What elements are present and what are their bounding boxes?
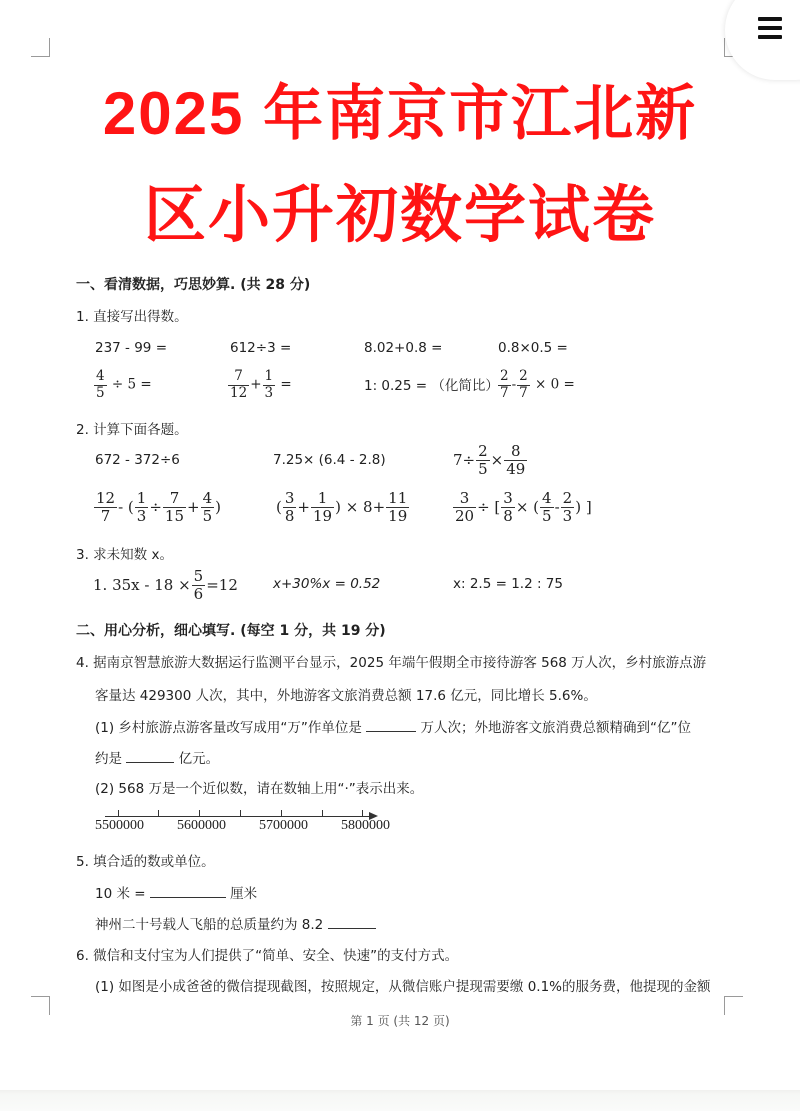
q1-item: 1: 0.25 = （化简比） [364, 378, 499, 394]
q2-item: $\frac{3}{20}$ ÷ [ $\frac{3}{8}$ × ( $\frac{4}{5}$ - $\frac{2}{3}$ ) ] [455, 489, 592, 526]
q1-item: 8.02+0.8 = [364, 340, 443, 356]
q3-item: x: 2.5 = 1.2 : 75 [453, 576, 563, 592]
title-line-2: 区小升初数学试卷 [143, 181, 656, 250]
tick-label: 5600000 [177, 818, 226, 833]
tick [281, 810, 282, 817]
hamburger-menu-icon[interactable] [758, 17, 782, 39]
answer-blank[interactable] [366, 719, 416, 732]
q3-item: x+30%x = 0.52 [273, 576, 381, 592]
section-2-heading: 二、用心分析，细心填写. (每空 1 分，共 19 分) [76, 623, 386, 639]
number-line[interactable] [85, 800, 415, 840]
q3-label: 3. 求未知数 x。 [76, 547, 173, 563]
q2-item: 7÷ $\frac{2}{5}$ × $\frac{8}{49}$ [453, 442, 526, 479]
section-1-heading: 一、看清数据，巧思妙算. (共 28 分) [76, 277, 311, 293]
q2-item: 7.25× (6.4 - 2.8) [273, 452, 386, 468]
answer-blank[interactable] [328, 916, 376, 929]
title-line-1: 2025 年南京市江北新 [102, 80, 698, 147]
tick [322, 810, 323, 817]
q1-item: $\frac{4}{5}$ ÷ 5 = [96, 368, 152, 401]
menu-button[interactable] [725, 0, 800, 80]
tick [240, 810, 241, 817]
q1-item: 237 - 99 = [95, 340, 168, 356]
bottom-bar [0, 1090, 800, 1111]
answer-blank[interactable] [126, 750, 174, 763]
q4-text: 4. 据南京智慧旅游大数据运行监测平台显示，2025 年端午假期全市接待游客 568 万人次，乡村旅游点游 [76, 655, 707, 671]
page-number: 第 1 页 (共 12 页) [350, 1014, 450, 1028]
tick [158, 810, 159, 817]
q2-item: ( $\frac{3}{8}$ + $\frac{1}{19}$ ) × 8+ $\frac{11}{19}$ [276, 489, 408, 526]
q6-label: 6. 微信和支付宝为人们提供了“简单、安全、快速”的支付方式。 [76, 948, 459, 964]
q3-item: 1. 35x - 18 × $\frac{5}{6}$ =12 [93, 567, 238, 604]
q2-item: 672 - 372÷6 [95, 452, 180, 468]
q1-item: $\frac{7}{12}$ + $\frac{1}{3}$ = [230, 368, 292, 401]
q1-label: 1. 直接写出得数。 [76, 309, 188, 325]
q5-item: 10 米 = 厘米 [95, 886, 258, 902]
q2-item: $\frac{12}{7}$ - ( $\frac{1}{3}$ ÷ $\frac{7}{15}$ + $\frac{4}{5}$ ) [96, 489, 221, 526]
q2-label: 2. 计算下面各题。 [76, 422, 188, 438]
tick-label: 5700000 [259, 818, 308, 833]
q1-item: 612÷3 = [230, 340, 292, 356]
q1-item: 0.8×0.5 = [498, 340, 568, 356]
tick [362, 810, 363, 817]
crop-mark-top-left [31, 38, 50, 57]
q4-sub1: (1) 乡村旅游点游客量改写成用“万”作单位是 万人次；外地游客文旅消费总额精确到“亿”位 [95, 720, 691, 736]
q4-sub2: (2) 568 万是一个近似数，请在数轴上用“·”表示出来。 [95, 781, 424, 797]
q4-sub1-cont: 约是 亿元。 [95, 751, 220, 767]
tick [199, 810, 200, 817]
q1-item: $\frac{2}{7}$ - $\frac{2}{7}$ × 0 = [500, 368, 575, 401]
q6-sub1: (1) 如图是小成爸爸的微信提现截图，按照规定，从微信账户提现需要缴 0.1%的服务费，他提现的金额 [95, 979, 711, 995]
q4-text: 客量达 429300 人次，其中，外地游客文旅消费总额 17.6 亿元，同比增长 5.6%。 [95, 688, 597, 704]
q5-label: 5. 填合适的数或单位。 [76, 854, 215, 870]
answer-blank[interactable] [150, 885, 226, 898]
tick [118, 810, 119, 817]
number-line-axis [105, 816, 372, 817]
tick-label: 5500000 [95, 818, 144, 833]
q5-item: 神州二十号载人飞船的总质量约为 8.2 [95, 913, 376, 933]
tick-label: 5800000 [341, 818, 390, 833]
